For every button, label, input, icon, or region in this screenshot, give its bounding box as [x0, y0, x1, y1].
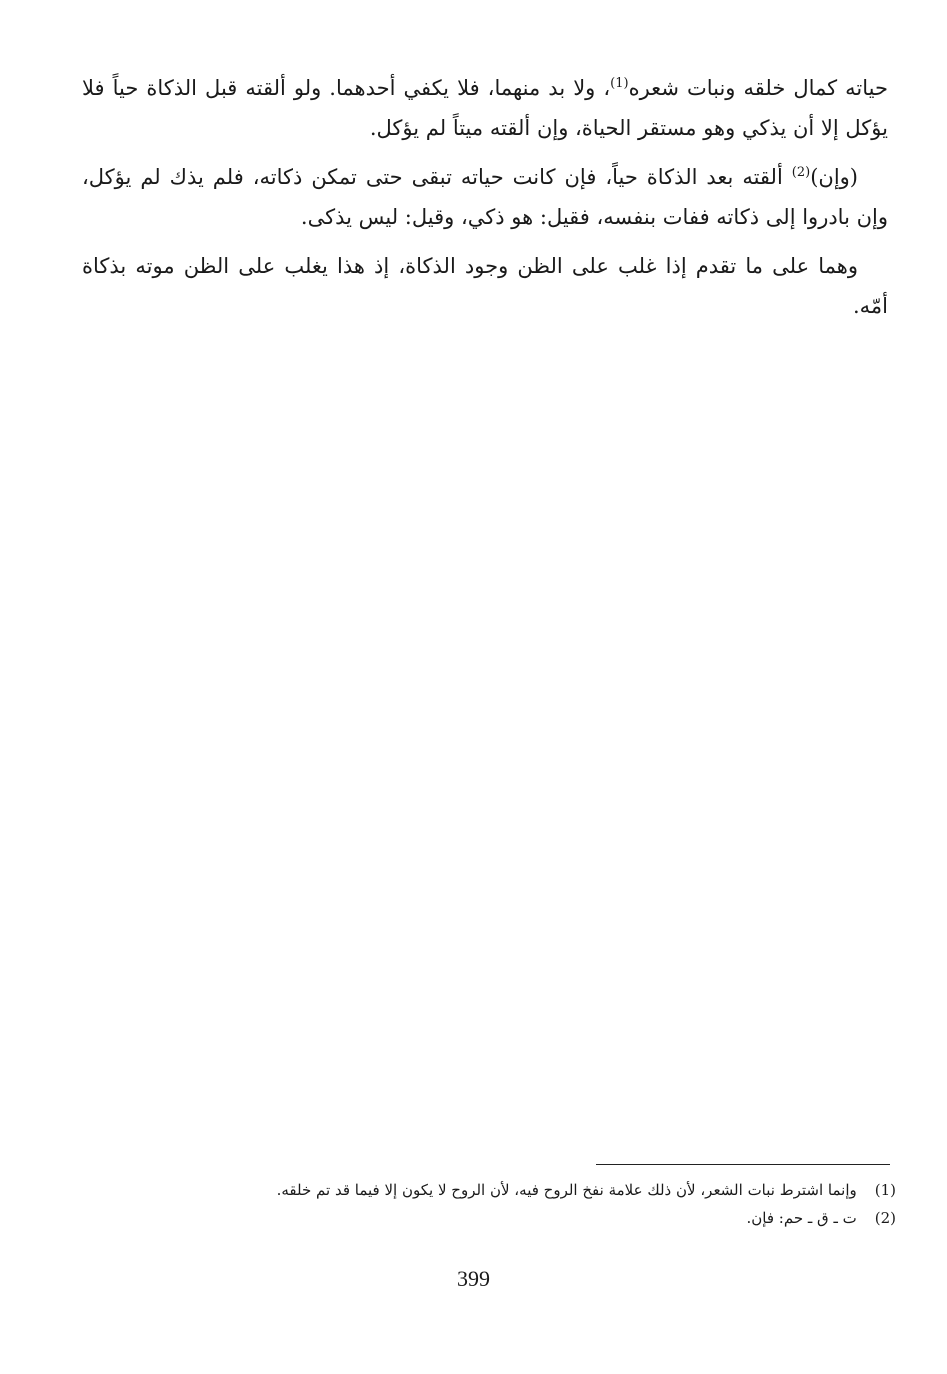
footnote-text: وإنما اشترط نبات الشعر، لأن ذلك علامة نفخ الروح فيه، لأن الروح لا يكون إلا فيما قد تم خلقه.: [276, 1181, 857, 1199]
footnote-ref-2: (2): [791, 165, 811, 180]
footnotes: [150, 1176, 896, 1232]
footnote-ref-1: (1): [610, 76, 629, 91]
paragraph-3: وهما على ما تقدم إذا غلب على الظن وجود الذكاة، إذ هذا يغلب على الظن موته بذكاة أمّه.: [82, 254, 888, 318]
paragraph-2-text-a: (وإن): [810, 165, 858, 189]
footnote-2: [150, 1204, 896, 1232]
page-number: 399: [457, 1266, 490, 1291]
paragraph-1: [82, 68, 888, 148]
footnote-text: ت ـ ق ـ حم: فإن.: [746, 1209, 857, 1227]
paragraph-1-text-b: ، ولا بد منهما، فلا يكفي أحدهما. ولو ألقته قبل الذكاة حياً فلا يؤكل إلا أن يذكي وهو مستقر الحياة، وإن ألقته ميتاً لم يؤكل.: [82, 76, 888, 140]
paragraph-2: [82, 157, 888, 237]
main-text: [82, 68, 888, 335]
footnote-1: [150, 1176, 896, 1204]
footnote-number: (2): [874, 1209, 896, 1227]
footnote-separator: [596, 1164, 890, 1165]
paragraph-2-text-b: ألقته بعد الذكاة حياً، فإن كانت حياته تبقى حتى تمكن ذكاته، فلم يذك لم يؤكل، وإن بادروا إلى ذكاته ففات بنفسه، فقيل: هو ذكي، وقيل: ليس يذكى.: [82, 165, 888, 229]
paragraph-1-text-a: حياته كمال خلقه ونبات شعره: [628, 76, 888, 100]
footnote-number: (1): [874, 1181, 896, 1199]
